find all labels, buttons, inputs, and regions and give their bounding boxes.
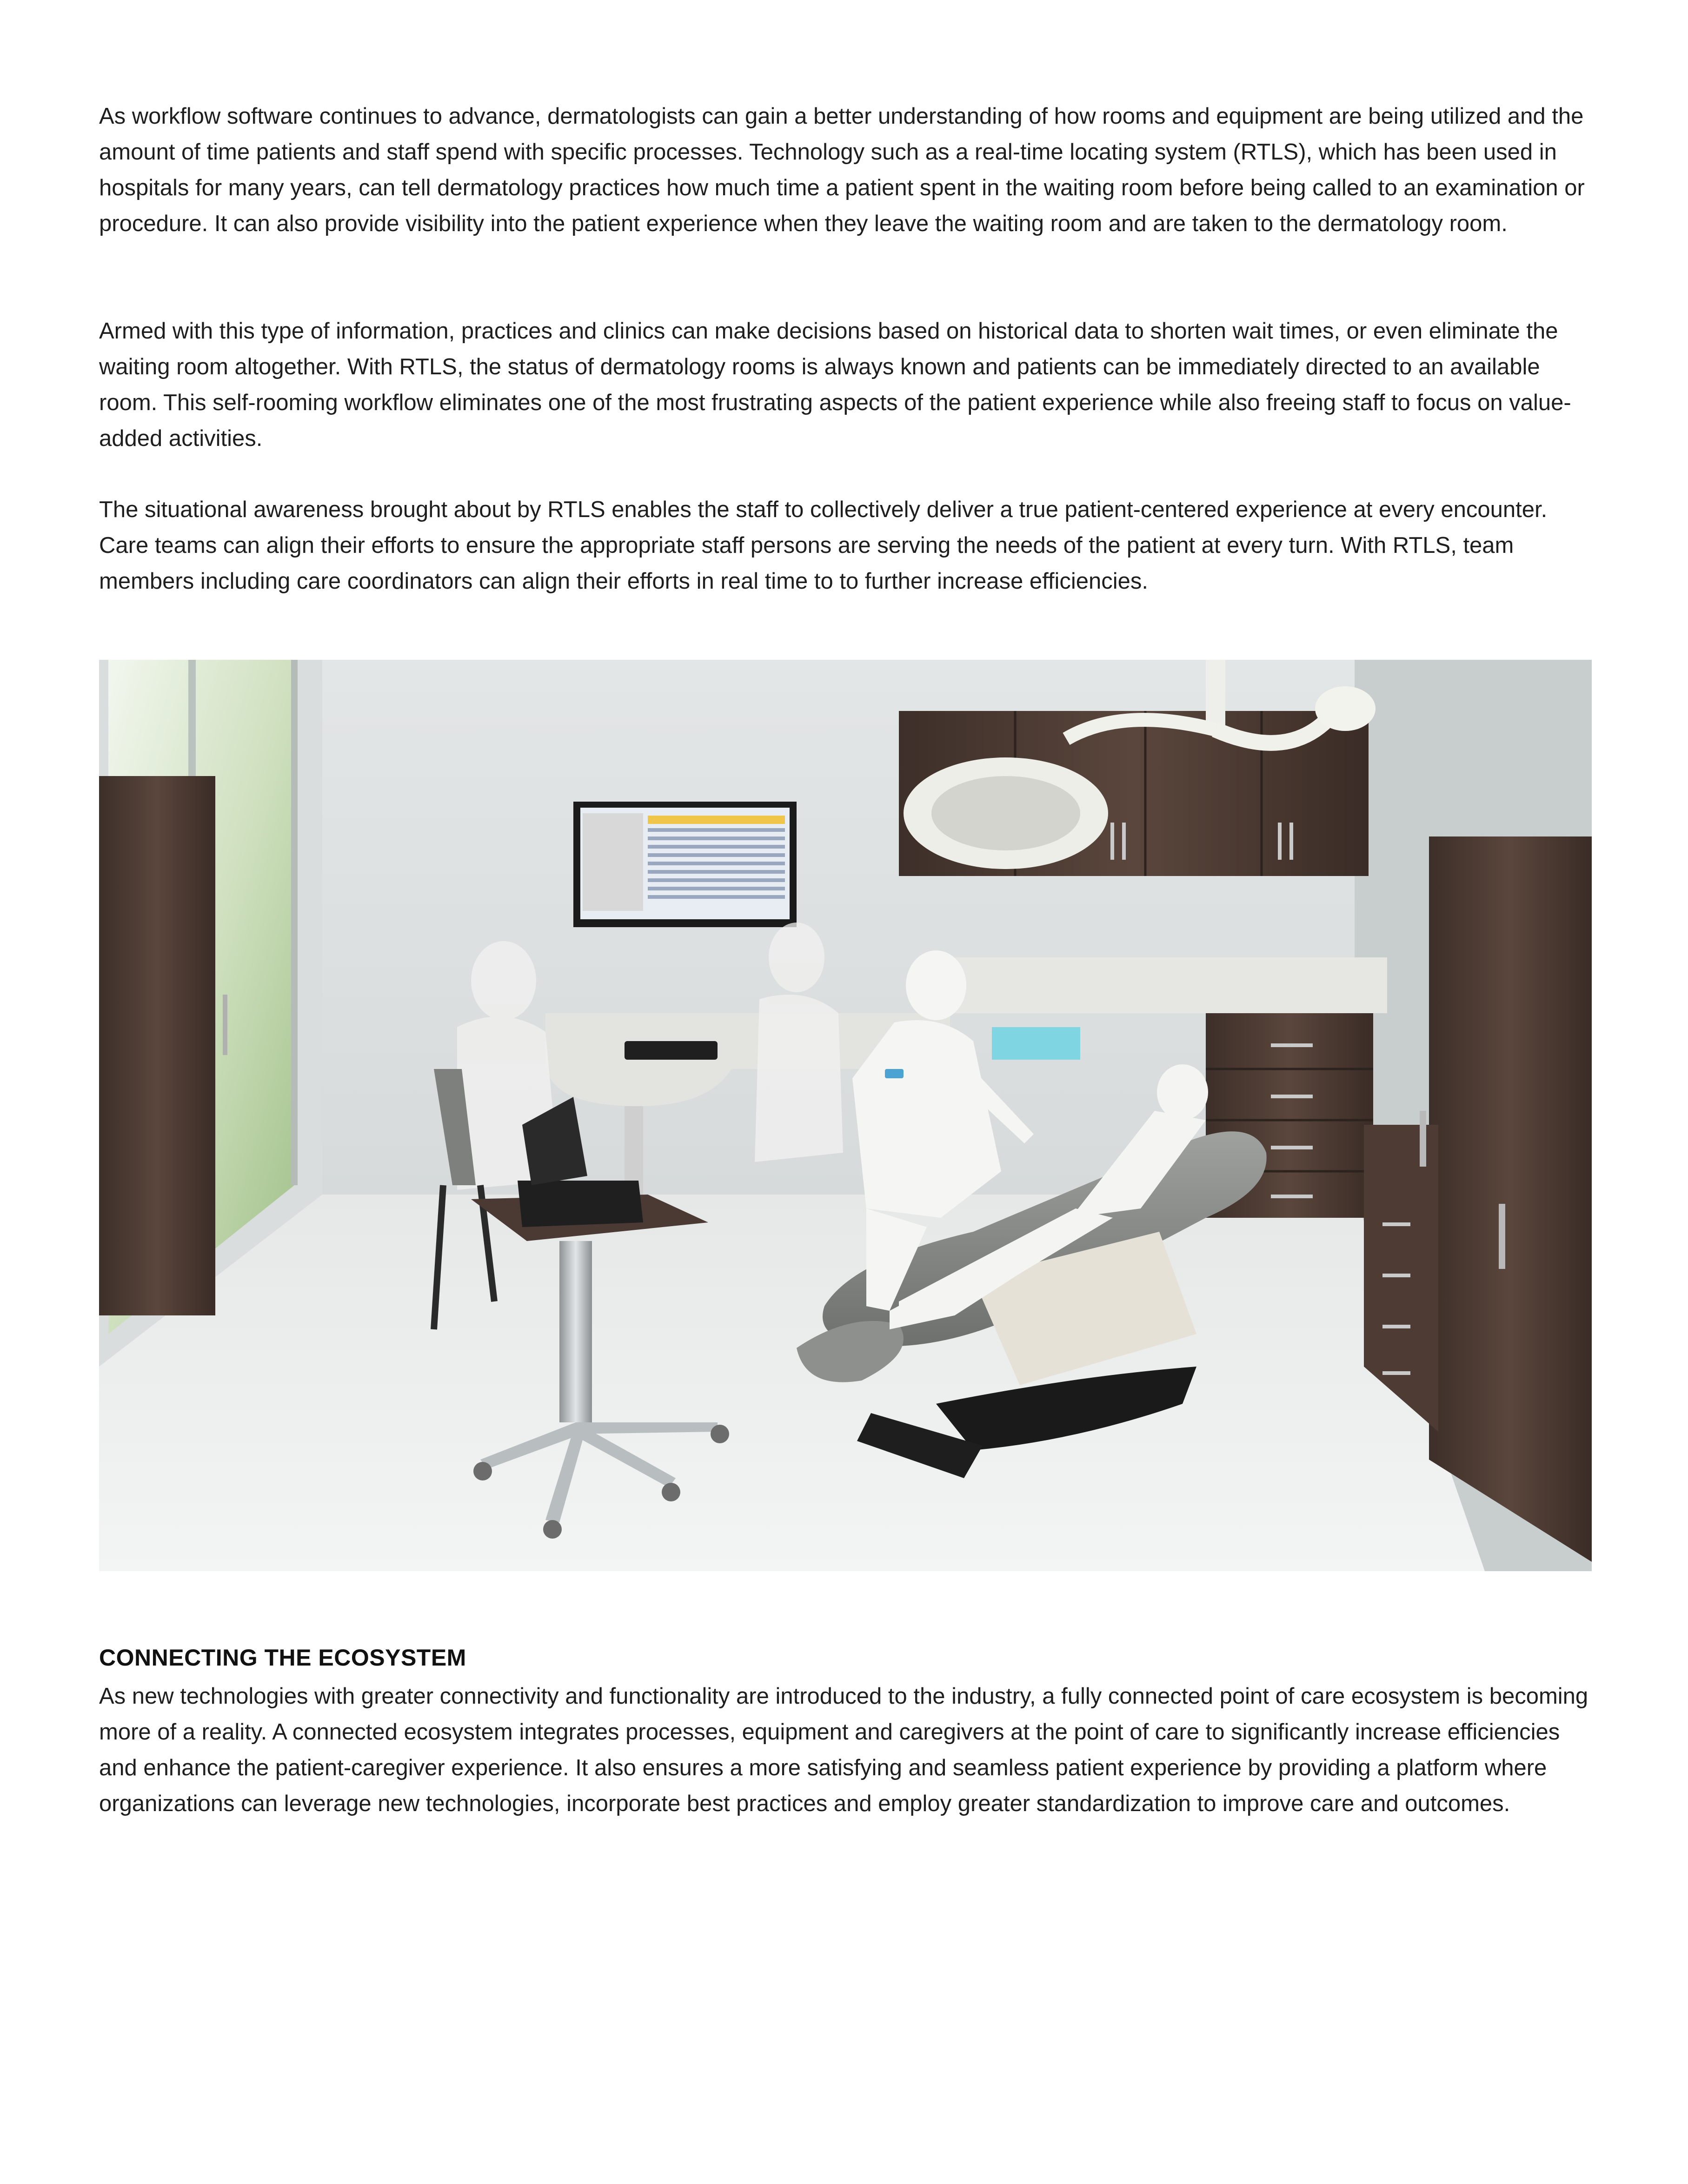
section-heading: CONNECTING THE ECOSYSTEM — [99, 1645, 466, 1671]
instrument-tray — [992, 1027, 1080, 1060]
left-cabinet — [99, 776, 215, 1315]
laptop — [518, 1181, 643, 1227]
countertop — [950, 957, 1387, 1013]
exam-light — [1315, 686, 1376, 731]
keyboard — [625, 1041, 718, 1060]
intro-paragraph: As workflow software continues to advance, dermatologists can gain a better understanding of how rooms and equipment are being utilized and the amount of time patients and staff spend with specific processes. Technology such as a real-time locating system (RTLS), which has been used in hospitals for many years, can tell dermatology practices how much time a patient spent in the waiting room before being called to an examination or procedure. It can also provide visibility into the patient experience when they leave the waiting room and are taken to the dermatology room. — [99, 104, 1585, 236]
right-wardrobe — [1429, 836, 1592, 1562]
ecosystem-paragraph: As new technologies with greater connectivity and functionality are introduced to the industry, a fully connected point of care ecosystem is becoming more of a reality. A connected ecosystem integrates processes, equipment and caregivers at the point of care to significantly increase efficiencies and enhance the patient-caregiver experience. It also ensures a more satisfying and seamless patient experience by providing a platform where organizations can leverage new technologies, incorporate best practices and employ greater standardization to improve care and outcomes. — [99, 1684, 1588, 1816]
situational-awareness-paragraph: The situational awareness brought about by RTLS enables the staff to collectively deliver a true patient-centered experience at every encounter. Care teams can align their efforts to ensure the appropriate staff persons are serving the needs of the patient at every turn. With RTLS, team members including care coordinators can align their efforts in real time to to further increase efficiencies. — [99, 497, 1548, 594]
floor — [99, 1195, 1485, 1571]
exam-room-illustration — [99, 660, 1592, 1571]
rtls-workflow-paragraph: Armed with this type of information, practices and clinics can make decisions based on historical data to shorten wait times, or even eliminate the waiting room altogether. With RTLS, the status of dermatology rooms is always known and patients can be immediately directed to an available room. This self-rooming workflow eliminates one of the most frustrating aspects of the patient experience while also freeing staff to focus on value-added activities. — [99, 319, 1571, 451]
